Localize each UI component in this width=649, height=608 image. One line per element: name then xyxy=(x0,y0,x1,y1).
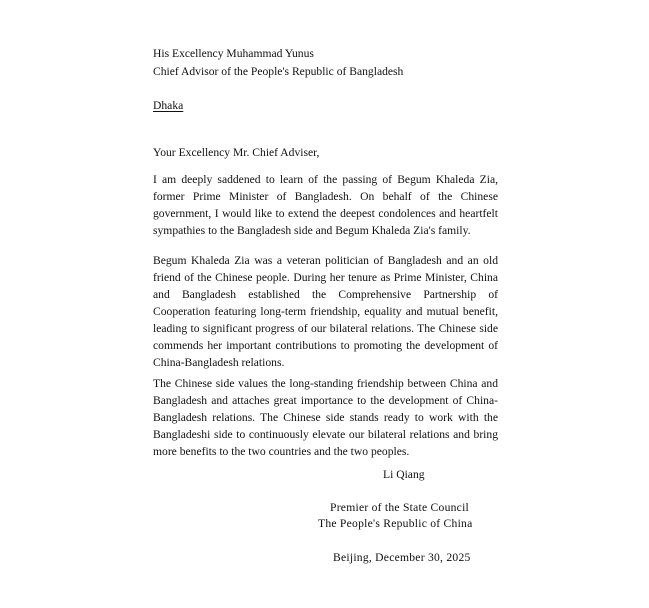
salutation: Your Excellency Mr. Chief Adviser, xyxy=(153,146,320,159)
body-paragraph-3: The Chinese side values the long-standing friendship between China and Bangladesh and attaches great importance to the development of China-Bangladesh relations. The Chinese side stands ready to work with the Bangladeshi side to continuously elevate our bilateral relations and bring more benefits to the two countries and the two peoples. xyxy=(153,377,498,458)
signer-name: Li Qiang xyxy=(383,468,425,481)
addressee-name: His Excellency Muhammad Yunus xyxy=(153,47,314,60)
signer-title-1: Premier of the State Council xyxy=(330,501,470,514)
signer-title-2: The People's Republic of China xyxy=(318,517,473,530)
body-paragraph-2: Begum Khaleda Zia was a veteran politician of Bangladesh and an old friend of the Chinese people. During her tenure as Prime Minister, China and Bangladesh established the Comprehensive Partnership of Cooperation featuring long-term friendship, equality and mutual benefit, leading to significant progress of our bilateral relations. The Chinese side commends her important contributions to promoting the development of China-Bangladesh relations. xyxy=(153,254,498,369)
addressee-city: Dhaka xyxy=(153,99,184,112)
place-date: Beijing, December 30, 2025 xyxy=(333,551,471,564)
addressee-title: Chief Advisor of the People's Republic of Bangladesh xyxy=(153,65,404,78)
body-paragraph-1: I am deeply saddened to learn of the passing of Begum Khaleda Zia, former Prime Minister of Bangladesh. On behalf of the Chinese government, I would like to extend the deepest condolences and heartfelt sympathies to the Bangladesh side and Begum Khaleda Zia's family. xyxy=(153,173,498,237)
